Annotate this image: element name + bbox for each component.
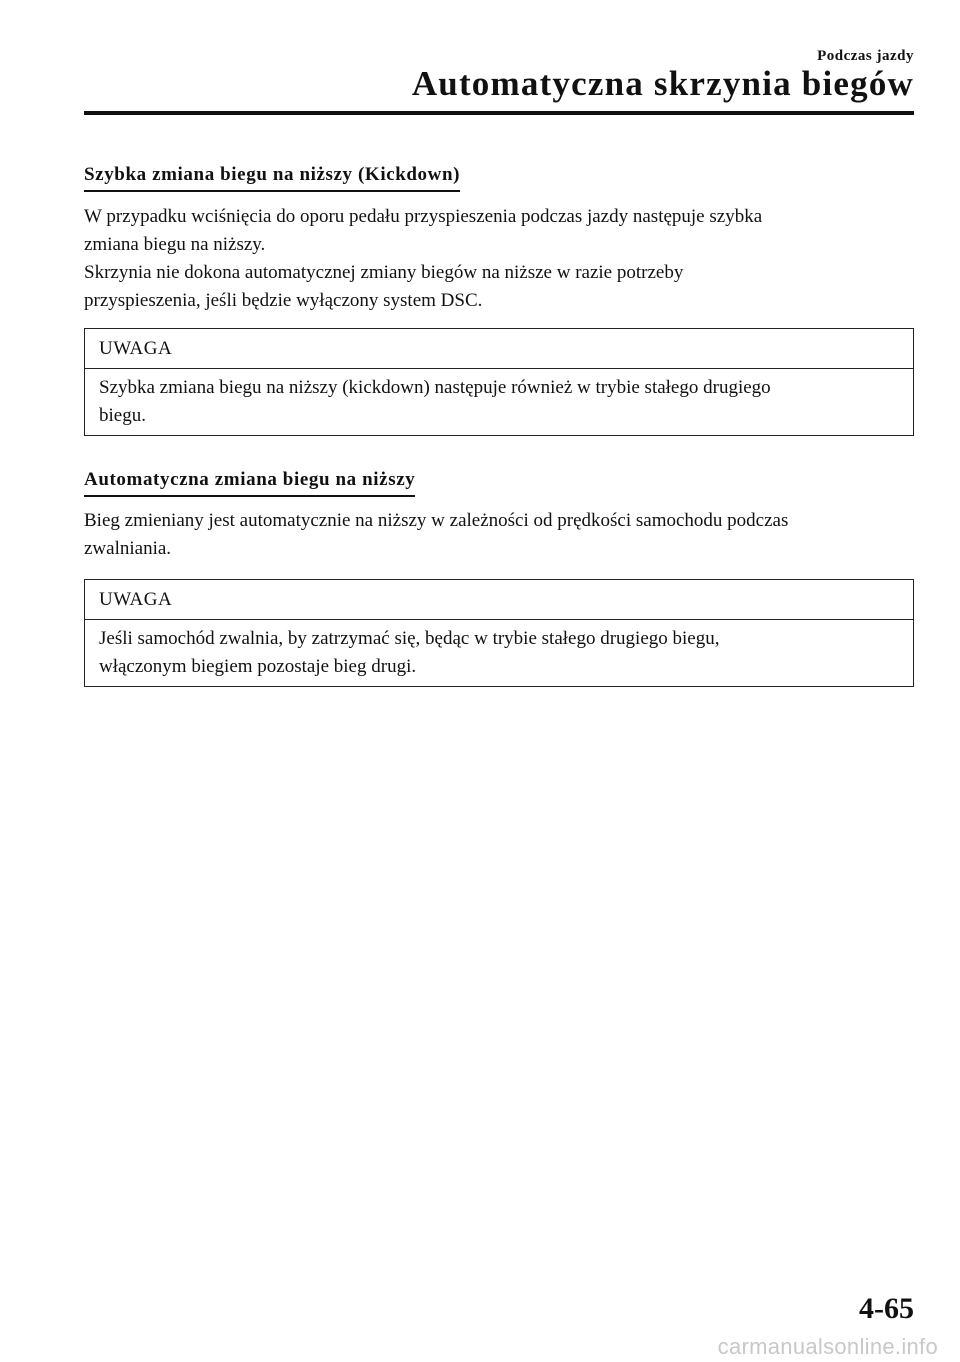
- paragraph-line: zmiana biegu na niższy.: [84, 234, 266, 255]
- section-kickdown-body: [84, 203, 914, 315]
- section-auto-downshift: [84, 467, 914, 497]
- note-title: UWAGA: [85, 580, 913, 620]
- page-number: 4-65: [859, 1292, 914, 1325]
- paragraph-line: zwalniania.: [84, 538, 172, 559]
- note-line: Jeśli samochód zwalnia, by zatrzymać się, będąc w trybie stałego drugiego biegu,: [99, 628, 720, 649]
- note-box: [84, 328, 914, 436]
- paragraph-line: przyspieszenia, jeśli będzie wyłączony system DSC.: [84, 290, 483, 311]
- section-heading: Automatyczna zmiana biegu na niższy: [84, 467, 415, 497]
- header-divider: [84, 111, 914, 115]
- paragraph-line: Bieg zmieniany jest automatycznie na niższy w zależności od prędkości samochodu podczas: [84, 510, 789, 531]
- note-text: [85, 369, 913, 435]
- note-title: UWAGA: [85, 329, 913, 369]
- page-title: Automatyczna skrzynia biegów: [411, 64, 914, 103]
- note-line: biegu.: [99, 405, 146, 426]
- note-box-kickdown: [84, 328, 914, 436]
- note-text: [85, 620, 913, 686]
- note-line: Szybka zmiana biegu na niższy (kickdown) następuje również w trybie stałego drugiego: [99, 377, 771, 398]
- note-box-auto-downshift: [84, 579, 914, 687]
- watermark: carmanualsonline.info: [717, 1334, 938, 1359]
- paragraph-line: W przypadku wciśnięcia do oporu pedału przyspieszenia podczas jazdy następuje szybka: [84, 206, 763, 227]
- section-kickdown: [84, 162, 914, 192]
- paragraph-line: Skrzynia nie dokona automatycznej zmiany biegów na niższe w razie potrzeby: [84, 262, 684, 283]
- section-auto-downshift-body: [84, 507, 914, 563]
- section-heading: Szybka zmiana biegu na niższy (Kickdown): [84, 162, 460, 192]
- chapter-label: Podczas jazdy: [817, 48, 914, 64]
- note-line: włączonym biegiem pozostaje bieg drugi.: [99, 656, 417, 677]
- note-box: [84, 579, 914, 687]
